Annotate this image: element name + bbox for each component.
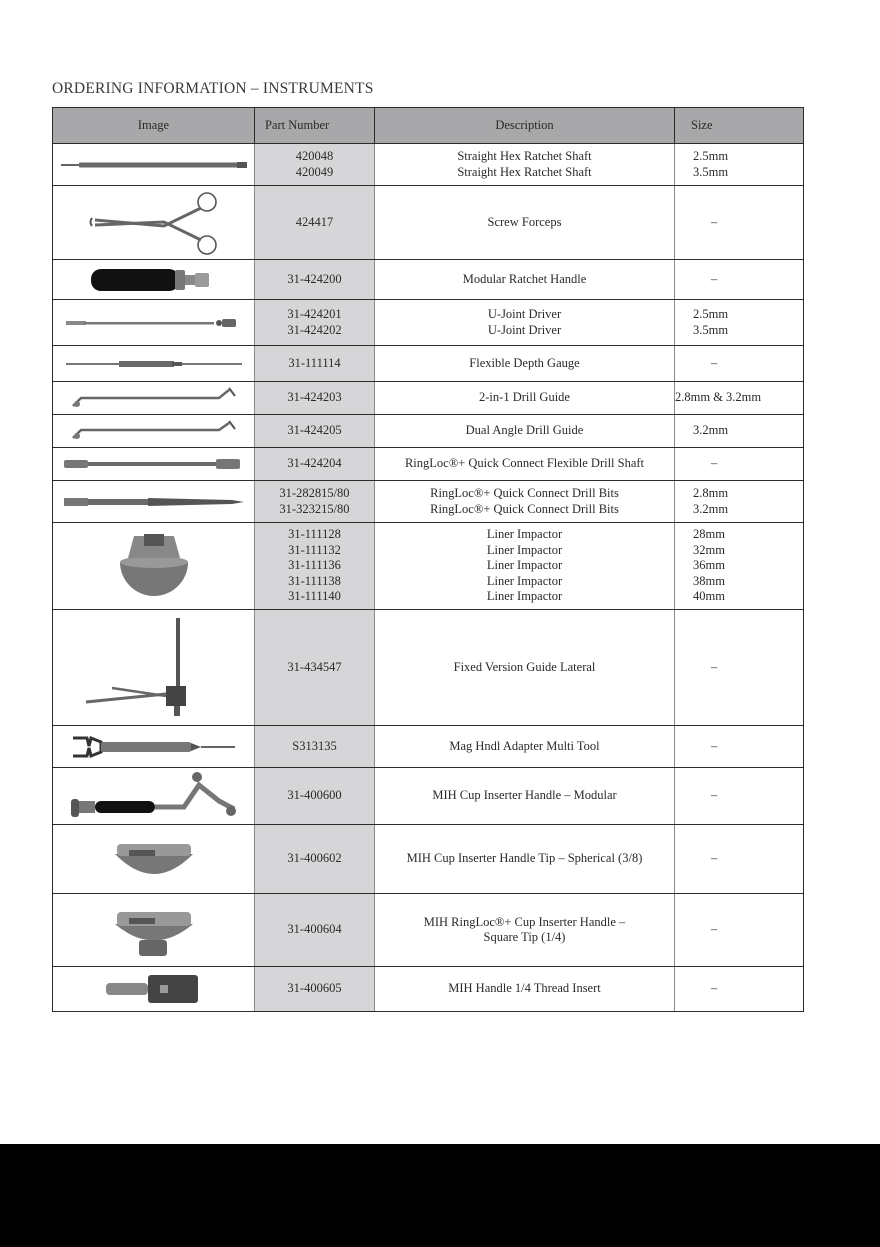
description-cell-line: U-Joint Driver [487, 307, 562, 322]
size-cell [675, 768, 804, 825]
part-number-cell-line: 31-400600 [287, 788, 342, 803]
size-cell-line: – [711, 659, 718, 674]
description-cell-line: Straight Hex Ratchet Shaft [457, 149, 592, 164]
size-cell-line: 2.8mm [693, 486, 729, 501]
size-cell-line: 3.5mm [693, 322, 729, 337]
instrument-image [53, 415, 255, 448]
part-number-cell [255, 610, 375, 726]
size-cell [675, 186, 804, 260]
description-cell-line: U-Joint Driver [487, 322, 562, 337]
size-cell-line: 40mm [693, 589, 725, 604]
part-number-cell [255, 260, 375, 300]
table-header-row [53, 108, 804, 144]
description-cell [375, 300, 675, 346]
description-cell [375, 768, 675, 825]
drill-bit-icon [53, 495, 254, 509]
size-cell-line: 38mm [693, 573, 725, 588]
size-cell-line: 3.5mm [693, 164, 729, 179]
part-number-cell-line: 31-424205 [287, 423, 342, 438]
table-row [53, 260, 804, 300]
description-cell-line: Mag Hndl Adapter Multi Tool [449, 738, 600, 753]
table-row [53, 382, 804, 415]
size-cell-line: 3.2mm [693, 423, 729, 438]
part-number-cell-line: 31-424200 [287, 271, 342, 286]
liner-impactor-icon [53, 528, 254, 604]
part-number-cell-line: 31-400605 [287, 981, 342, 996]
part-number-cell-line: 31-111132 [288, 542, 341, 557]
size-cell [675, 894, 804, 967]
size-cell-line: 28mm [693, 527, 725, 542]
part-number-cell-line: 31-424204 [287, 456, 342, 471]
size-cell-line: 36mm [693, 558, 725, 573]
size-cell [675, 726, 804, 768]
part-number-cell [255, 382, 375, 415]
table-row [53, 346, 804, 382]
part-number-cell-line: 31-111114 [288, 355, 341, 370]
description-cell-line: Modular Ratchet Handle [462, 271, 587, 286]
header-description: Description [375, 108, 675, 144]
description-cell [375, 260, 675, 300]
part-number-cell-line: 31-434547 [287, 659, 342, 674]
description-cell-line: MIH Cup Inserter Handle – Modular [432, 788, 617, 803]
instrument-image [53, 448, 255, 481]
part-number-cell-line: 31-400602 [287, 851, 342, 866]
part-number-cell [255, 726, 375, 768]
table-row [53, 726, 804, 768]
description-cell-line: Liner Impactor [486, 573, 563, 588]
description-cell-line: RingLoc®+ Quick Connect Flexible Drill Shaft [404, 456, 645, 471]
description-cell [375, 610, 675, 726]
description-cell [375, 726, 675, 768]
header-size: Size [675, 108, 804, 144]
part-number-cell-line: 31-323215/80 [279, 501, 350, 516]
size-cell-line: – [711, 214, 718, 229]
description-cell [375, 894, 675, 967]
part-number-cell-line: 31-424201 [287, 307, 342, 322]
description-cell [375, 825, 675, 894]
part-number-cell-line: 31-111138 [288, 573, 341, 588]
size-cell [675, 967, 804, 1012]
size-cell [675, 144, 804, 186]
ratchet-handle-icon [53, 265, 254, 295]
size-cell-line: 32mm [693, 542, 725, 557]
part-number-cell-line: S313135 [292, 738, 337, 753]
description-cell-line: Liner Impactor [486, 589, 563, 604]
table-row [53, 481, 804, 523]
table-row [53, 768, 804, 825]
description-cell [375, 144, 675, 186]
size-cell-line: 3.2mm [693, 501, 729, 516]
part-number-cell-line: 424417 [295, 214, 334, 229]
table-row [53, 186, 804, 260]
instrument-image [53, 967, 255, 1012]
size-cell [675, 481, 804, 523]
part-number-cell [255, 186, 375, 260]
size-cell-line: – [711, 271, 718, 286]
table-row [53, 523, 804, 610]
size-cell [675, 260, 804, 300]
size-cell-line: – [711, 738, 718, 753]
table-row [53, 300, 804, 346]
part-number-cell-line: 31-282815/80 [279, 486, 350, 501]
table-row [53, 610, 804, 726]
size-cell [675, 346, 804, 382]
table-row [53, 448, 804, 481]
description-cell [375, 481, 675, 523]
instrument-image [53, 768, 255, 825]
instrument-image [53, 610, 255, 726]
table-row [53, 894, 804, 967]
part-number-cell [255, 144, 375, 186]
description-cell-line: Dual Angle Drill Guide [465, 423, 584, 438]
size-cell [675, 300, 804, 346]
description-cell-line: Flexible Depth Gauge [469, 355, 580, 370]
guide-lateral-icon [53, 616, 254, 720]
footer-bar [0, 1144, 880, 1247]
size-cell-line: 2.5mm [693, 149, 729, 164]
description-cell-line: Liner Impactor [486, 542, 563, 557]
part-number-cell [255, 346, 375, 382]
instrument-image [53, 481, 255, 523]
size-cell-line: – [711, 922, 718, 937]
size-cell [675, 382, 804, 415]
description-cell-line: Fixed Version Guide Lateral [453, 659, 596, 674]
description-cell-line: MIH Handle 1/4 Thread Insert [448, 981, 601, 996]
table-row [53, 144, 804, 186]
instrument-image [53, 382, 255, 415]
size-cell [675, 415, 804, 448]
spherical-tip-icon [53, 834, 254, 884]
part-number-cell-line: 31-111136 [288, 558, 341, 573]
size-cell-line: 2.8mm & 3.2mm [675, 390, 762, 405]
header-image: Image [53, 108, 255, 144]
hex-ratchet-shaft-icon [53, 159, 254, 171]
part-number-cell [255, 825, 375, 894]
description-cell-line: Liner Impactor [486, 558, 563, 573]
instruments-table [52, 107, 804, 1012]
dual-angle-drill-guide-icon [53, 420, 254, 442]
description-cell [375, 415, 675, 448]
size-cell-line: 2.5mm [693, 307, 729, 322]
description-cell-line: 2-in-1 Drill Guide [479, 390, 570, 405]
depth-gauge-icon [53, 359, 254, 369]
size-cell-line: – [711, 355, 718, 370]
size-cell-line: – [711, 981, 718, 996]
part-number-cell-line: 31-424202 [287, 322, 342, 337]
part-number-cell-line: 31-424203 [287, 390, 342, 405]
part-number-cell [255, 415, 375, 448]
description-cell [375, 346, 675, 382]
table-row [53, 967, 804, 1012]
part-number-cell-line: 31-111140 [288, 589, 341, 604]
size-cell [675, 825, 804, 894]
size-cell-line: – [711, 788, 718, 803]
part-number-cell [255, 300, 375, 346]
square-tip-icon [53, 902, 254, 958]
size-cell [675, 610, 804, 726]
instrument-image [53, 726, 255, 768]
size-cell [675, 523, 804, 610]
size-cell [675, 448, 804, 481]
part-number-cell [255, 967, 375, 1012]
description-cell-line: MIH Cup Inserter Handle Tip – Spherical (3/8) [406, 851, 643, 866]
table-row [53, 415, 804, 448]
part-number-cell-line: 420049 [295, 164, 334, 179]
u-joint-driver-icon [53, 317, 254, 329]
part-number-cell-line: 31-111128 [288, 527, 341, 542]
multi-tool-adapter-icon [53, 734, 254, 760]
thread-insert-icon [53, 971, 254, 1007]
description-cell [375, 967, 675, 1012]
description-cell [375, 448, 675, 481]
part-number-cell [255, 894, 375, 967]
description-cell [375, 186, 675, 260]
description-cell-line: Liner Impactor [486, 527, 563, 542]
description-cell-line: RingLoc®+ Quick Connect Drill Bits [430, 501, 619, 516]
description-cell-line: Straight Hex Ratchet Shaft [457, 164, 592, 179]
description-cell-line: MIH RingLoc®+ Cup Inserter Handle – [423, 914, 626, 929]
part-number-cell-line: 31-400604 [287, 922, 342, 937]
instrument-image [53, 186, 255, 260]
instrument-image [53, 144, 255, 186]
part-number-cell [255, 481, 375, 523]
instrument-image [53, 260, 255, 300]
part-number-cell [255, 768, 375, 825]
table-row [53, 825, 804, 894]
size-cell-line: – [711, 456, 718, 471]
instrument-image [53, 346, 255, 382]
flexible-drill-shaft-icon [53, 457, 254, 471]
description-cell-line: RingLoc®+ Quick Connect Drill Bits [430, 486, 619, 501]
description-cell [375, 523, 675, 610]
instrument-image [53, 825, 255, 894]
description-cell-line: Square Tip (1/4) [483, 930, 566, 944]
page-title: ORDERING INFORMATION – INSTRUMENTS [52, 80, 374, 97]
instrument-image [53, 894, 255, 967]
part-number-cell [255, 523, 375, 610]
instrument-image [53, 523, 255, 610]
description-cell [375, 382, 675, 415]
description-cell-line: Screw Forceps [487, 214, 562, 229]
part-number-cell-line: 420048 [295, 149, 334, 164]
part-number-cell [255, 448, 375, 481]
size-cell-line: – [711, 851, 718, 866]
header-part-number: Part Number [255, 108, 375, 144]
instrument-image [53, 300, 255, 346]
cup-inserter-handle-icon [53, 771, 254, 821]
screw-forceps-icon [53, 190, 254, 256]
drill-guide-icon [53, 386, 254, 410]
